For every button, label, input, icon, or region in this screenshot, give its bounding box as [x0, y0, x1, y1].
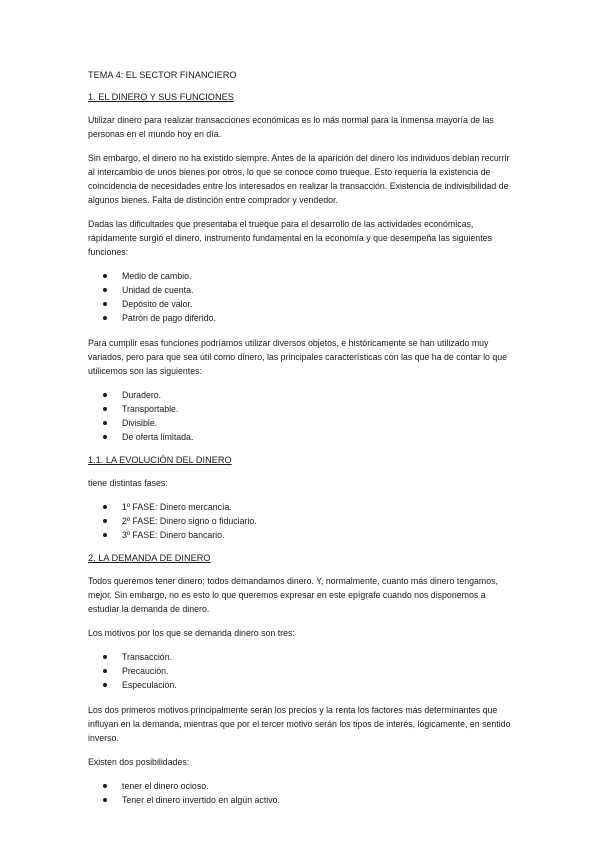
list-item: De oferta limitada. [88, 430, 511, 444]
functions-list [88, 269, 511, 325]
paragraph: Los motivos por los que se demanda dinero son tres: [88, 628, 295, 638]
paragraph: Los dos primeros motivos principalmente serán los precios y la renta los factores más determinantes que influyan en la demanda, mientras que por el tercer motivo serán los tipos de interés, lógicamente, en sentido inverso. [88, 705, 511, 743]
paragraph: Existen dos posibilidades: [88, 757, 190, 767]
options-list [88, 779, 511, 807]
list-item: 3º FASE: Dinero bancario. [88, 528, 511, 542]
paragraph: Para cumplir esas funciones podríamos utilizar diversos objetos, e históricamente se han utilizado muy variados, pero para que sea útil como dinero, las principales características con las que ha de contar lo que utilicemos son las siguientes: [88, 338, 508, 376]
list-item: Depósito de valor. [88, 297, 511, 311]
list-item: Transportable. [88, 402, 511, 416]
list-item: tener el dinero ocioso. [88, 779, 511, 793]
motives-list [88, 650, 511, 692]
list-item: Especulación. [88, 678, 511, 692]
list-item: Unidad de cuenta. [88, 283, 511, 297]
paragraph: Todos queremos tener dinero; todos demandamos dinero. Y, normalmente, cuanto más dinero tengamos, mejor. Sin embargo, no es esto lo que queremos expresar en este epígrafe cuando nos disponemos a estudiar la demanda de dinero. [88, 576, 498, 614]
list-item: Patrón de pago diferido. [88, 311, 511, 325]
list-item: 1º FASE: Dinero mercancía. [88, 500, 511, 514]
section-heading-1-1: 1.1. LA EVOLUCIÓN DEL DINERO [88, 455, 232, 465]
paragraph: Utilizar dinero para realizar transacciones económicas es lo más normal para la inmensa mayoría de las personas en el mundo hoy en día. [88, 115, 494, 139]
phases-list [88, 500, 511, 542]
list-item: Duradero. [88, 388, 511, 402]
list-item: Precaución. [88, 664, 511, 678]
paragraph: Dadas las dificultades que presentaba el trueque para el desarrollo de las actividades económicas, rápidamente surgió el dinero, instrumento fundamental en la economía y que desempeña las siguientes funciones: [88, 219, 492, 257]
list-item: Divisible. [88, 416, 511, 430]
list-item: Tener el dinero invertido en algún activo. [88, 793, 511, 807]
list-item: Transacción. [88, 650, 511, 664]
list-item: Medio de cambio. [88, 269, 511, 283]
paragraph: Sin embargo, el dinero no ha existido siempre. Antes de la aparición del dinero los individuos debían recurrir al intercambio de unos bienes por otros, lo que se conoce como trueque. Esto requería la existencia de coincidencia de necesidades entre los interesados en realizar la transacción. Existencia de indivisibilidad de algunos bienes. Falta de distinción entre comprador y vendedor. [88, 153, 510, 205]
document-title: TEMA 4: EL SECTOR FINANCIERO [88, 70, 237, 80]
list-item: 2º FASE: Dinero signo o fiduciario. [88, 514, 511, 528]
section-heading-2: 2. LA DEMANDA DE DINERO [88, 553, 211, 563]
features-list [88, 388, 511, 444]
section-heading-1: 1. EL DINERO Y SUS FUNCIONES [88, 92, 234, 102]
paragraph: tiene distintas fases: [88, 478, 168, 488]
